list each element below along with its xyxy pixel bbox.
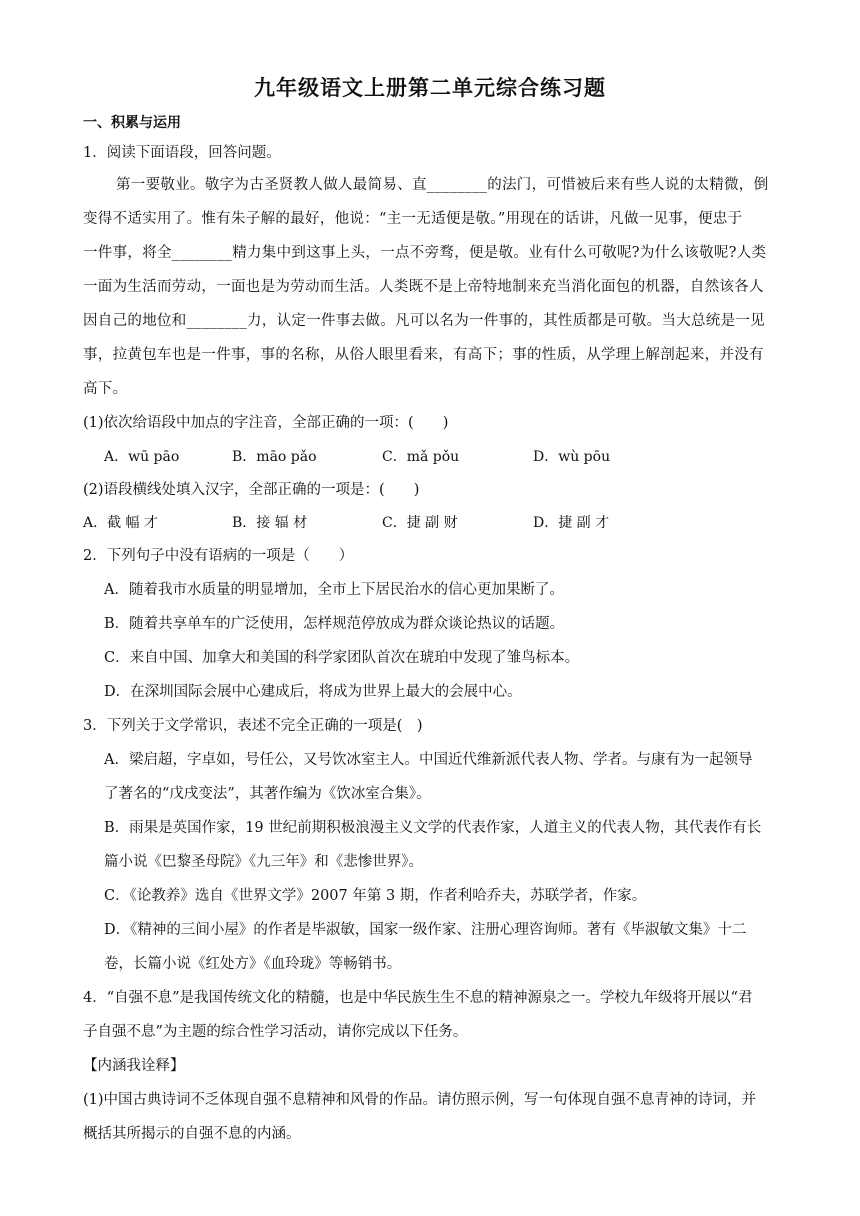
passage-line: 一件事，将全________精力集中到这事上头，一点不旁骛，便是敬。业有什么可敬呢?为什么该敬呢?人类 [83, 245, 767, 261]
option-b: B．接 辐 材 [232, 515, 308, 531]
question-1-sub2: (2)语段横线处填入汉字，全部正确的一项是：( ) [83, 482, 420, 498]
option-a: A．随着我市水质量的明显增加，全市上下居民治水的信心更加果断了。 [104, 582, 564, 598]
option-c: C．捷 副 财 [382, 515, 458, 531]
option-a: A．截 幅 才 [83, 515, 159, 531]
option-b: B．雨果是英国作家，19 世纪前期积极浪漫主义文学的代表作家，人道主义的代表人物，其代表作有长 [104, 820, 762, 836]
question-3-stem: 3．下列关于文学常识，表述不完全正确的一项是( ) [83, 718, 423, 734]
passage-line: 第一要敬业。敬字为古圣贤教人做人最简易、直________的法门，可惜被后来有些人说的太精微，倒 [116, 177, 769, 193]
question-2-stem: 2．下列句子中没有语病的一项是（ ） [83, 548, 354, 564]
question-1-stem: 1．阅读下面语段，回答问题。 [83, 145, 281, 161]
option-d-cont: 卷，长篇小说《红处方》《血玲珑》等畅销书。 [104, 956, 402, 972]
option-a-cont: 了著名的“戊戌变法”，其著作编为《饮冰室合集》。 [104, 786, 431, 802]
option-d: D．《精神的三间小屋》的作者是毕淑敏，国家一级作家、注册心理咨询师。著有《毕淑敏文集》十二 [104, 922, 747, 938]
option-d: D．wù pōu [533, 449, 611, 465]
passage-line: 高下。 [83, 381, 128, 397]
option-d: D．捷 副 才 [533, 515, 610, 531]
passage-line: 事，拉黄包车也是一件事，事的名称，从俗人眼里看来，有高下；事的性质，从学理上解剖起来，并没有 [83, 347, 764, 363]
passage-line: 因自己的地位和________力，认定一件事去做。凡可以名为一件事的，其性质都是可敬。当大总统是一见 [83, 313, 765, 329]
question-4-sub1: (1)中国古典诗词不乏体现自强不息精神和风骨的作品。请仿照示例，写一句体现自强不息青神的诗词，并 [83, 1092, 757, 1108]
option-c: C．来自中国、加拿大和美国的科学家团队首次在琥珀中发现了雏鸟标本。 [104, 650, 580, 666]
question-4-sub1-cont: 概括其所揭示的自强不息的内涵。 [83, 1126, 301, 1142]
subheading: 【内涵我诠释】 [83, 1058, 185, 1074]
question-4-stem: 4．“自强不息”是我国传统文化的精髓，也是中华民族生生不息的精神源泉之一。学校九年级将开展以“君 [83, 990, 753, 1006]
passage-line: 变得不适实用了。惟有朱子解的最好，他说：“主一无适便是敬。”用现在的话讲，凡做一见事，便忠于 [83, 211, 743, 227]
page-title: 九年级语文上册第二单元综合练习题 [254, 76, 606, 100]
question-4-stem-cont: 子自强不息”为主题的综合性学习活动，请你完成以下任务。 [83, 1024, 468, 1040]
option-b-cont: 篇小说《巴黎圣母院》《九三年》和《悲惨世界》。 [104, 854, 423, 870]
option-d: D．在深圳国际会展中心建成后，将成为世界上最大的会展中心。 [104, 684, 522, 700]
question-1-sub1: (1)依次给语段中加点的字注音，全部正确的一项：( ) [83, 415, 449, 431]
passage-line: 一面为生活而劳动，一面也是为劳动而生活。人类既不是上帝特地制来充当消化面包的机器，自然该各人 [83, 279, 764, 295]
option-b: B．随着共享单车的广泛使用，怎样规范停放成为群众谈论热议的话题。 [104, 616, 565, 632]
option-c: C．mǎ pǒu [382, 449, 460, 465]
option-a: A．梁启超，字卓如，号任公，又号饮冰室主人。中国近代维新派代表人物、学者。与康有为一起领导 [104, 752, 753, 768]
option-a: A．wū pāo [104, 449, 180, 465]
section-heading: 一、积累与运用 [83, 115, 181, 131]
option-b: B．māo pǎo [232, 449, 317, 465]
option-c: C．《论教养》选自《世界文学》2007 年第 3 期，作者利哈乔夫，苏联学者，作家。 [104, 888, 647, 904]
